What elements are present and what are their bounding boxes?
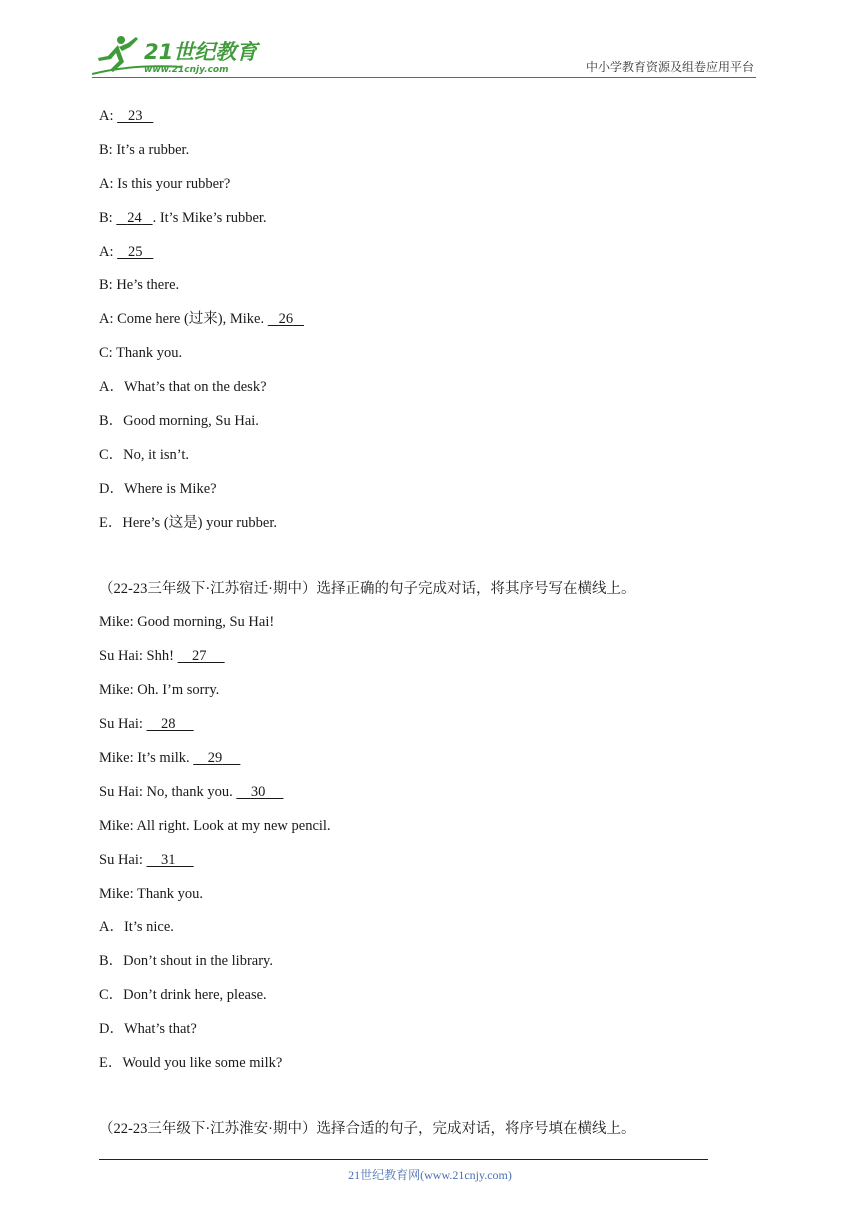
answer-blank[interactable]: 29	[207, 750, 223, 767]
answer-blank[interactable]: 24	[127, 209, 142, 226]
dialogue-line: Su Hai: 28	[99, 712, 719, 746]
logo-21cnjy-icon	[92, 34, 262, 76]
option-item: E．Would you like some milk?	[99, 1055, 283, 1072]
dialogue-line: A: Come here (过来), Mike. 26	[99, 307, 719, 341]
dialogue-line: Su Hai: Shh! 27	[99, 644, 719, 678]
option-item: C．Don’t drink here, please.	[99, 987, 267, 1004]
options-1	[99, 375, 719, 544]
options-2	[99, 915, 719, 1084]
option-item: E．Here’s (这是) your rubber.	[99, 514, 277, 531]
worksheet-content	[99, 104, 719, 1151]
answer-blank[interactable]: 31	[161, 851, 176, 868]
dialogue-2	[99, 610, 719, 915]
dialogue-line: C: Thank you.	[99, 345, 183, 362]
option-item: C．No, it isn’t.	[99, 446, 189, 463]
dialogue-line: B: 24 . It’s Mike’s rubber.	[99, 206, 719, 240]
answer-blank[interactable]: 30	[250, 783, 266, 800]
page-footer: 21世纪教育网(www.21cnjy.com)	[348, 1168, 512, 1182]
dialogue-line: A: 23	[99, 104, 719, 138]
option-item: D．Where is Mike?	[99, 480, 217, 497]
page-header	[92, 32, 756, 78]
option-item: D．What’s that?	[99, 1021, 197, 1038]
option-item: A．What’s that on the desk?	[99, 379, 267, 396]
header-divider	[92, 77, 756, 78]
logo-url: www.21cnjy.com	[144, 65, 229, 75]
answer-blank[interactable]: 25	[128, 243, 143, 260]
dialogue-line: B: He’s there.	[99, 277, 180, 294]
dialogue-line: B: It’s a rubber.	[99, 141, 190, 158]
dialogue-line: Mike: Thank you.	[99, 885, 204, 902]
footer-divider	[99, 1159, 708, 1160]
dialogue-line: Mike: All right. Look at my new pencil.	[99, 817, 331, 834]
dialogue-line: Mike: Oh. I’m sorry.	[99, 682, 220, 699]
option-item: B．Good morning, Su Hai.	[99, 413, 259, 430]
dialogue-line: Su Hai: No, thank you. 30	[99, 780, 719, 814]
dialogue-line: A: 25	[99, 240, 719, 274]
answer-blank[interactable]: 27	[192, 648, 207, 665]
section-instruction: （22-23三年级下·江苏宿迁·期中）选择正确的句子完成对话，将其序号写在横线上。	[99, 580, 636, 597]
option-item: A．It’s nice.	[99, 919, 174, 936]
header-tagline: 中小学教育资源及组卷应用平台	[585, 60, 754, 74]
logo-text: 21世纪教育	[144, 40, 258, 64]
answer-blank[interactable]: 28	[161, 716, 176, 733]
dialogue-line: A: Is this your rubber?	[99, 175, 231, 192]
dialogue-1	[99, 104, 719, 375]
answer-blank[interactable]: 23	[128, 108, 143, 124]
dialogue-line: Mike: Good morning, Su Hai!	[99, 614, 275, 631]
dialogue-line: Su Hai: 31	[99, 848, 719, 882]
section-instruction: （22-23三年级下·江苏淮安·期中）选择合适的句子，完成对话，将序号填在横线上。	[99, 1120, 636, 1137]
option-item: B．Don’t shout in the library.	[99, 953, 273, 970]
dialogue-line: Mike: It’s milk. 29	[99, 746, 719, 780]
answer-blank[interactable]: 26	[278, 311, 294, 328]
